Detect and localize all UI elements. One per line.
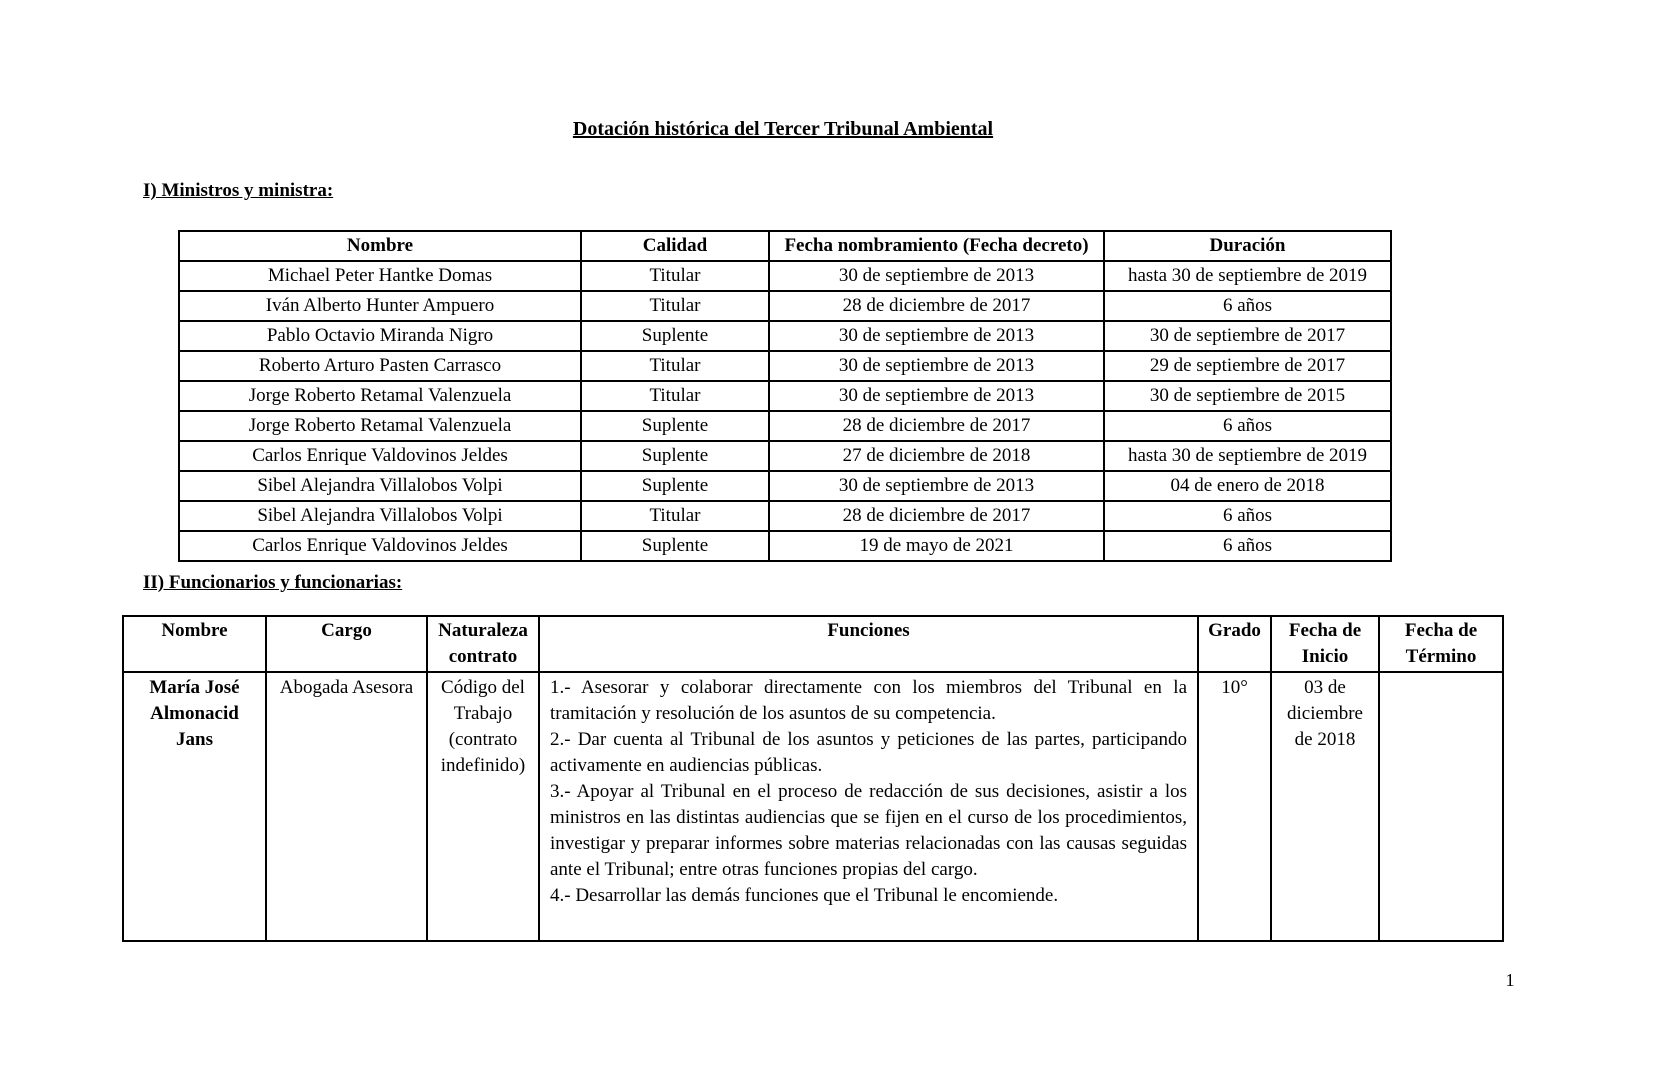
col-header-calidad: Calidad <box>581 231 769 261</box>
col-header-fecha-termino: Fecha de Término <box>1379 616 1503 672</box>
col-header-nombre2: Nombre <box>123 616 266 672</box>
ministro-duracion: 30 de septiembre de 2015 <box>1104 381 1391 411</box>
funcion-item: 1.- Asesorar y colaborar directamente con los miembros del Tribunal en la tramitación y resolución de los asuntos de su competencia. <box>550 677 1187 724</box>
funcionario-funciones <box>539 672 1198 941</box>
section-1-heading: I) Ministros y ministra: <box>143 180 334 201</box>
ministro-fecha-nombramiento: 19 de mayo de 2021 <box>769 531 1104 561</box>
ministro-fecha-nombramiento: 30 de septiembre de 2013 <box>769 351 1104 381</box>
ministro-duracion: hasta 30 de septiembre de 2019 <box>1104 261 1391 291</box>
ministro-fecha-nombramiento: 28 de diciembre de 2017 <box>769 501 1104 531</box>
ministro-nombre: Carlos Enrique Valdovinos Jeldes <box>179 441 581 471</box>
ministro-duracion: 04 de enero de 2018 <box>1104 471 1391 501</box>
ministro-nombre: Michael Peter Hantke Domas <box>179 261 581 291</box>
ministro-fecha-nombramiento: 30 de septiembre de 2013 <box>769 471 1104 501</box>
ministro-calidad: Suplente <box>581 411 769 441</box>
funcion-item: 4.- Desarrollar las demás funciones que el Tribunal le encomiende. <box>550 885 1059 906</box>
table-row <box>179 291 1391 321</box>
table-row <box>179 471 1391 501</box>
col-header-naturaleza-contrato: Naturaleza contrato <box>427 616 539 672</box>
ministros-table <box>178 230 1392 562</box>
funcionario-grado: 10° <box>1198 672 1271 941</box>
col-header-duracion: Duración <box>1104 231 1391 261</box>
ministro-fecha-nombramiento: 30 de septiembre de 2013 <box>769 261 1104 291</box>
ministro-fecha-nombramiento: 27 de diciembre de 2018 <box>769 441 1104 471</box>
ministro-nombre: Sibel Alejandra Villalobos Volpi <box>179 471 581 501</box>
ministro-calidad: Suplente <box>581 441 769 471</box>
ministro-calidad: Titular <box>581 381 769 411</box>
ministro-duracion: 6 años <box>1104 531 1391 561</box>
funcionario-nombre: María José Almonacid Jans <box>123 672 266 941</box>
section-2-heading: II) Funcionarios y funcionarias: <box>143 572 403 593</box>
ministro-nombre: Carlos Enrique Valdovinos Jeldes <box>179 531 581 561</box>
ministro-calidad: Suplente <box>581 321 769 351</box>
ministros-header-row <box>179 231 1391 261</box>
ministro-calidad: Titular <box>581 261 769 291</box>
ministro-nombre: Roberto Arturo Pasten Carrasco <box>179 351 581 381</box>
ministro-duracion: hasta 30 de septiembre de 2019 <box>1104 441 1391 471</box>
table-row <box>179 411 1391 441</box>
ministro-fecha-nombramiento: 28 de diciembre de 2017 <box>769 411 1104 441</box>
funcionarios-table <box>122 615 1504 942</box>
table-row <box>179 351 1391 381</box>
ministro-calidad: Titular <box>581 351 769 381</box>
ministro-duracion: 6 años <box>1104 501 1391 531</box>
funcionario-fecha-termino <box>1379 672 1503 941</box>
document-title: Dotación histórica del Tercer Tribunal Ambiental <box>572 118 994 140</box>
table-row <box>179 501 1391 531</box>
funcion-item: 3.- Apoyar al Tribunal en el proceso de redacción de sus decisiones, asistir a los ministros en las distintas audiencias que se fijen en el curso de los procedimientos, investigar y preparar informes sobre materias relacionadas con las causas seguidas ante el Tribunal; entre otras funciones propias del cargo. <box>550 781 1187 880</box>
funcionario-cargo: Abogada Asesora <box>266 672 427 941</box>
col-header-fecha-inicio: Fecha de Inicio <box>1271 616 1379 672</box>
ministro-duracion: 29 de septiembre de 2017 <box>1104 351 1391 381</box>
ministro-calidad: Titular <box>581 501 769 531</box>
funcionario-naturaleza-contrato: Código del Trabajo (contrato indefinido) <box>427 672 539 941</box>
col-header-cargo: Cargo <box>266 616 427 672</box>
ministro-duracion: 6 años <box>1104 411 1391 441</box>
ministro-fecha-nombramiento: 30 de septiembre de 2013 <box>769 321 1104 351</box>
col-header-funciones: Funciones <box>539 616 1198 672</box>
ministro-nombre: Jorge Roberto Retamal Valenzuela <box>179 381 581 411</box>
table-row <box>179 531 1391 561</box>
ministro-duracion: 30 de septiembre de 2017 <box>1104 321 1391 351</box>
table-row <box>123 672 1503 941</box>
col-header-grado: Grado <box>1198 616 1271 672</box>
funcionarios-header-row <box>123 616 1503 672</box>
funcion-item: 2.- Dar cuenta al Tribunal de los asuntos y peticiones de las partes, participando activamente en audiencias públicas. <box>550 729 1187 776</box>
ministro-nombre: Pablo Octavio Miranda Nigro <box>179 321 581 351</box>
col-header-nombre: Nombre <box>179 231 581 261</box>
ministro-nombre: Jorge Roberto Retamal Valenzuela <box>179 411 581 441</box>
ministro-nombre: Sibel Alejandra Villalobos Volpi <box>179 501 581 531</box>
col-header-fecha-nombramiento: Fecha nombramiento (Fecha decreto) <box>769 231 1104 261</box>
table-row <box>179 441 1391 471</box>
ministro-calidad: Titular <box>581 291 769 321</box>
page-number: 1 <box>1505 970 1515 990</box>
ministro-nombre: Iván Alberto Hunter Ampuero <box>179 291 581 321</box>
funcionario-fecha-inicio: 03 de diciembre de 2018 <box>1271 672 1379 941</box>
ministro-duracion: 6 años <box>1104 291 1391 321</box>
table-row <box>179 261 1391 291</box>
ministro-calidad: Suplente <box>581 531 769 561</box>
ministro-fecha-nombramiento: 28 de diciembre de 2017 <box>769 291 1104 321</box>
ministro-fecha-nombramiento: 30 de septiembre de 2013 <box>769 381 1104 411</box>
table-row <box>179 321 1391 351</box>
table-row <box>179 381 1391 411</box>
ministro-calidad: Suplente <box>581 471 769 501</box>
